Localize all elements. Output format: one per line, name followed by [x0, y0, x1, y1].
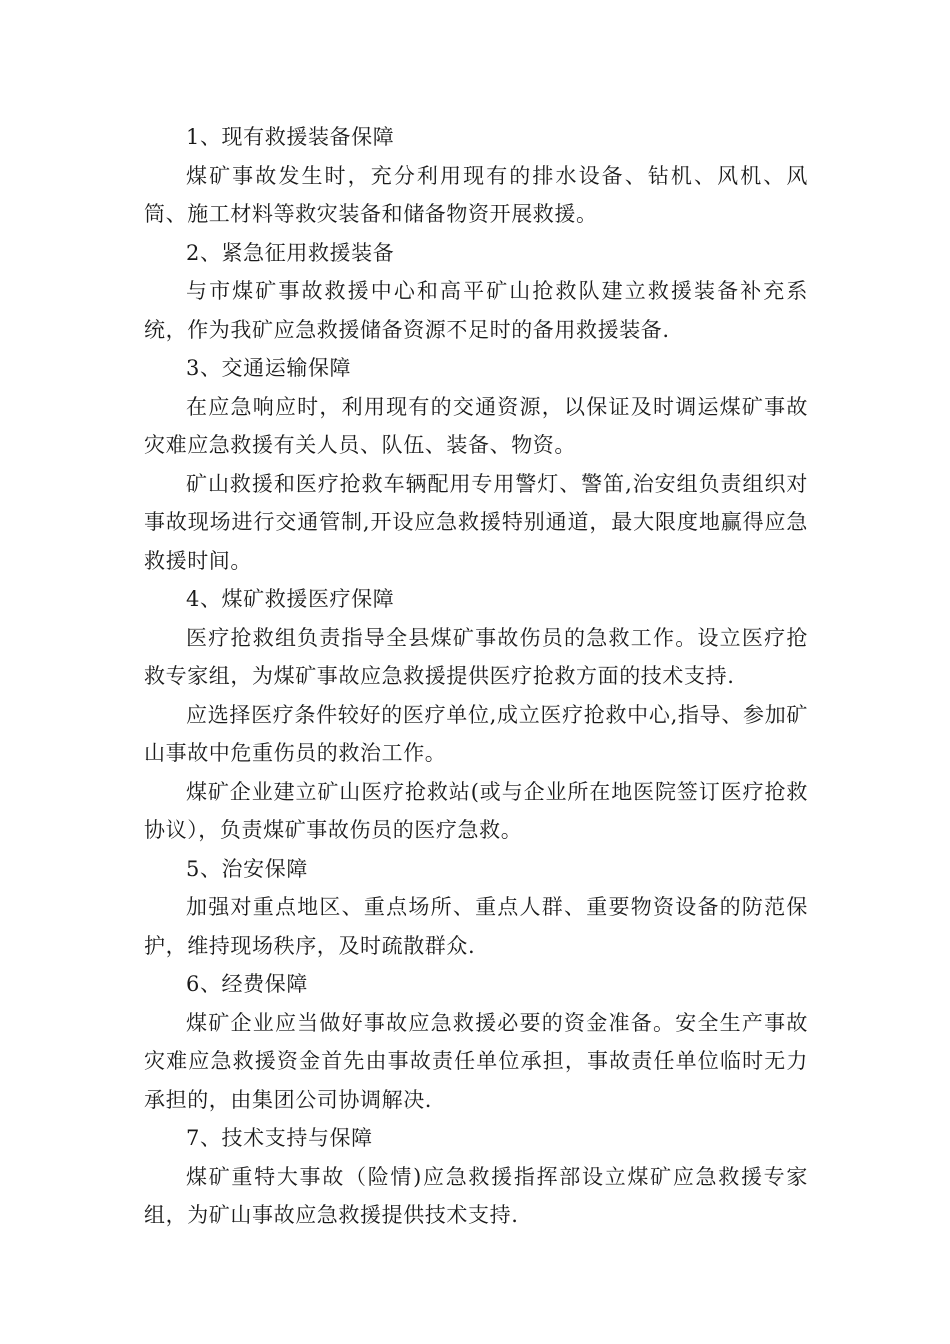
section-heading-funding: 6、经费保障 [186, 972, 308, 996]
section-heading-technical: 7、技术支持与保障 [186, 1126, 373, 1150]
paragraph-medical-3: 煤矿企业建立矿山医疗抢救站(或与企业所在地医院签订医疗抢救协议），负责煤矿事故伤员的医疗急救。 [144, 779, 808, 842]
paragraph-transport-1: 在应急响应时，利用现有的交通资源，以保证及时调运煤矿事故灾难应急救援有关人员、队伍、装备、物资。 [144, 394, 808, 457]
paragraph-funding: 煤矿企业应当做好事故应急救援必要的资金准备。安全生产事故灾难应急救援资金首先由事故责任单位承担，事故责任单位临时无力承担的，由集团公司协调解决. [144, 1010, 808, 1112]
paragraph-medical-2: 应选择医疗条件较好的医疗单位,成立医疗抢救中心,指导、参加矿山事故中危重伤员的救治工作。 [144, 702, 808, 765]
paragraph-security: 加强对重点地区、重点场所、重点人群、重要物资设备的防范保护，维持现场秩序，及时疏散群众. [144, 895, 808, 958]
paragraph-medical-1: 医疗抢救组负责指导全县煤矿事故伤员的急救工作。设立医疗抢救专家组，为煤矿事故应急救援提供医疗抢救方面的技术支持. [144, 625, 808, 688]
section-heading-equipment: 1、现有救援装备保障 [186, 125, 395, 149]
section-heading-transport: 3、交通运输保障 [186, 356, 352, 380]
section-heading-security: 5、治安保障 [186, 856, 308, 881]
section-heading-medical: 4、煤矿救援医疗保障 [186, 587, 395, 611]
section-heading-requisition: 2、紧急征用救援装备 [186, 240, 395, 265]
paragraph-transport-2: 矿山救援和医疗抢救车辆配用专用警灯、警笛,治安组负责组织对事故现场进行交通管制,开设应急救援特别通道，最大限度地赢得应急救援时间。 [144, 471, 808, 573]
paragraph-requisition: 与市煤矿事故救援中心和高平矿山抢救队建立救援装备补充系统，作为我矿应急救援储备资源不足时的备用救援装备. [144, 279, 808, 342]
document-body [144, 118, 808, 1235]
paragraph-equipment: 煤矿事故发生时，充分利用现有的排水设备、钻机、风机、风筒、施工材料等救灾装备和储备物资开展救援。 [144, 163, 808, 226]
paragraph-technical: 煤矿重特大事故（险情)应急救援指挥部设立煤矿应急救援专家组，为矿山事故应急救援提供技术支持. [144, 1164, 808, 1227]
